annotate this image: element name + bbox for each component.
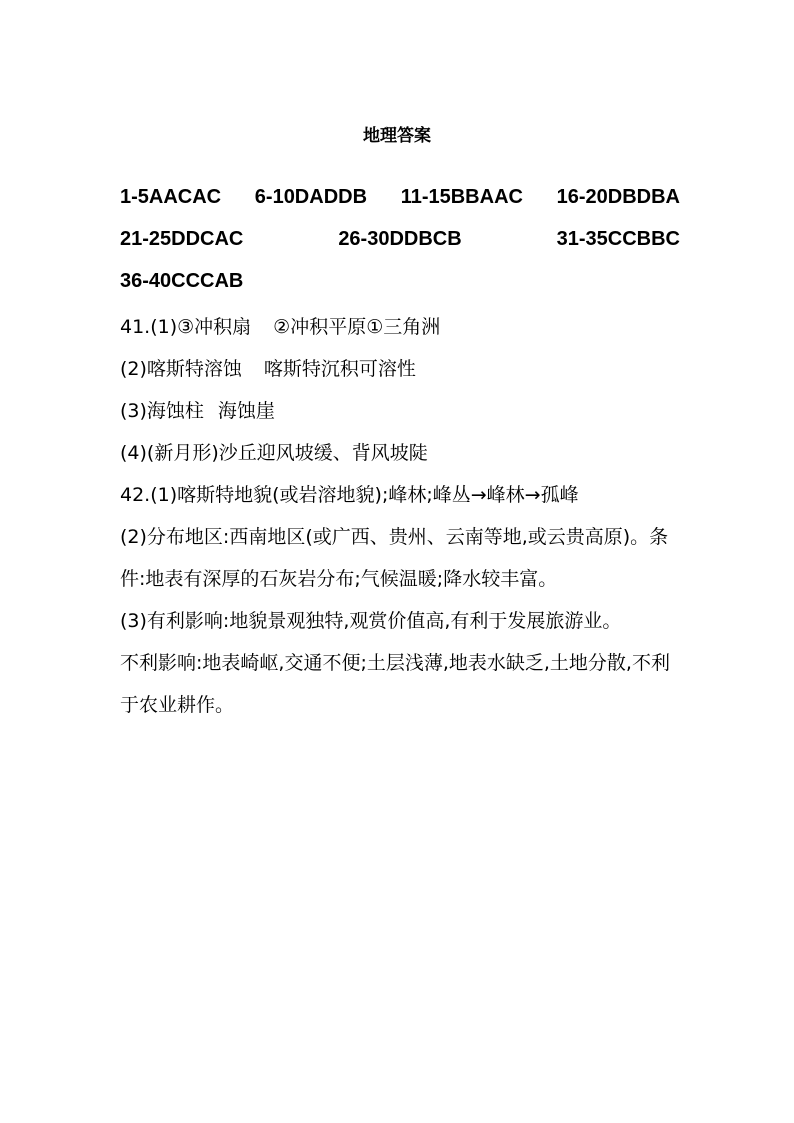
q41-part3-a: (3)海蚀柱 [120, 400, 204, 422]
q41-part1-a: 41.(1)③冲积扇 [120, 316, 252, 338]
q41-part3 [120, 390, 680, 432]
answer-body [120, 306, 680, 726]
answer-group: 1-5AACAC [120, 186, 222, 208]
q42-part2: (2)分布地区:西南地区(或广西、贵州、云南等地,或云贵高原)。条件:地表有深厚的石灰岩分布;气候温暖;降水较丰富。 [120, 526, 669, 590]
answer-row [120, 183, 680, 225]
q41-part2-b: 喀斯特沉积可溶性 [263, 358, 416, 380]
answer-row [120, 267, 680, 309]
answer-group: 21-25DDCAC [120, 228, 244, 250]
q41-part1 [120, 306, 680, 348]
q42-part3: (3)有利影响:地貌景观独特,观赏价值高,有利于发展旅游业。 [120, 610, 622, 632]
q41-part4: (4)(新月形)沙丘迎风坡缓、背风坡陡 [120, 442, 428, 464]
answer-group: 36-40CCCAB [120, 270, 244, 292]
answer-group: 6-10DADDB [254, 186, 368, 208]
page-title: 地理答案 [363, 126, 431, 146]
q41-part2 [120, 348, 680, 390]
answer-row [120, 225, 680, 267]
answer-group: 31-35CCBBC [556, 228, 680, 250]
multiple-choice-answers [120, 183, 680, 309]
q41-part3-b: 海蚀崖 [217, 400, 275, 422]
q41-part1-b: ②冲积平原①三角洲 [273, 316, 441, 338]
answer-group: 11-15BBAAC [400, 186, 523, 208]
answer-group: 16-20DBDBA [556, 186, 680, 208]
answer-group: 26-30DDBCB [338, 228, 462, 250]
q42-part1: 42.(1)喀斯特地貌(或岩溶地貌);峰林;峰丛→峰林→孤峰 [120, 484, 579, 506]
q41-part2-a: (2)喀斯特溶蚀 [120, 358, 242, 380]
q42-part4: 不利影响:地表崎岖,交通不便;土层浅薄,地表水缺乏,土地分散,不利于农业耕作。 [120, 652, 670, 716]
